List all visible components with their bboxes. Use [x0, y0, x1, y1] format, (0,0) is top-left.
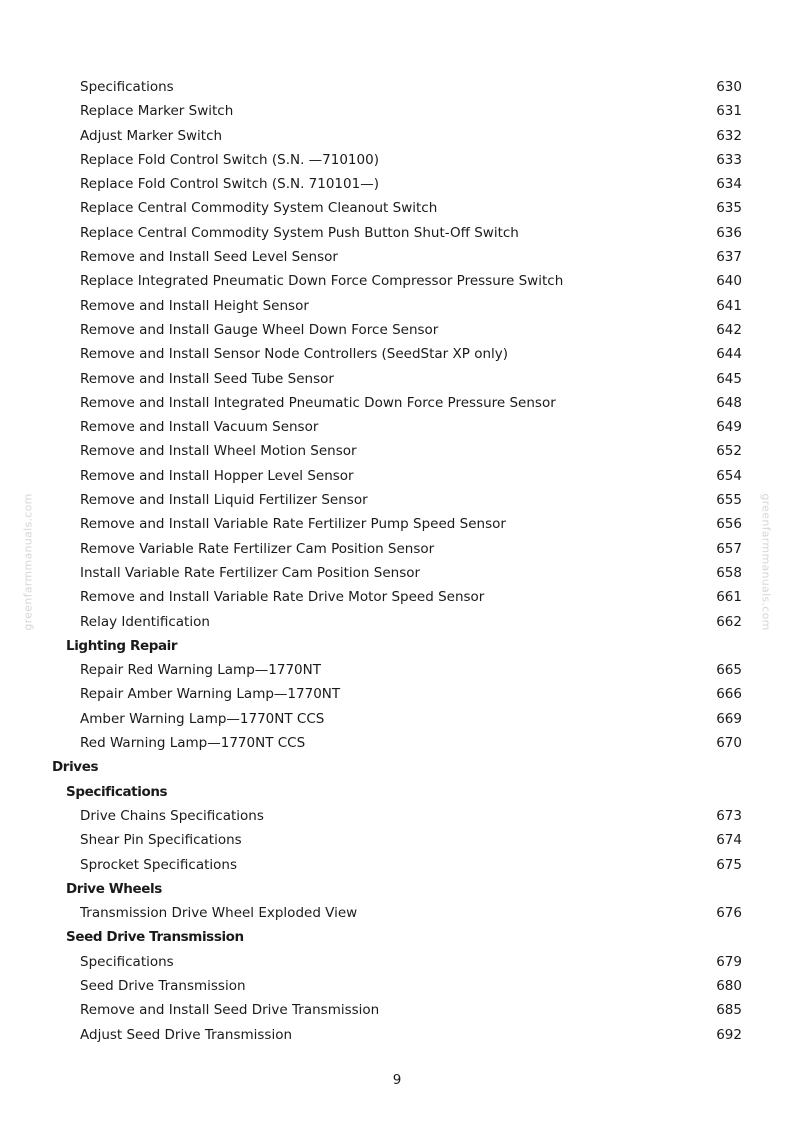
toc-entry[interactable] [0, 464, 794, 488]
toc-entry-page-number: 680 [716, 977, 742, 994]
toc-entry-title: Repair Amber Warning Lamp—1770NT [80, 686, 341, 703]
toc-entry-title: Repair Red Warning Lamp—1770NT [80, 662, 321, 679]
toc-entry[interactable] [0, 294, 794, 318]
toc-entry-title: Replace Marker Switch [80, 103, 234, 120]
toc-entry-page-number: 645 [716, 370, 742, 387]
toc-entry[interactable] [0, 391, 794, 415]
toc-entry[interactable] [0, 950, 794, 974]
toc-entry-title: Remove and Install Integrated Pneumatic Down Force Pressure Sensor [80, 394, 556, 411]
watermark-right: greenfarmmanuals.com [759, 493, 773, 631]
toc-entry-page-number: 674 [716, 832, 742, 849]
toc-entry-title: Remove and Install Wheel Motion Sensor [80, 443, 357, 460]
toc-entry-page-number: 633 [716, 151, 742, 168]
toc-entry-title: Remove and Install Liquid Fertilizer Sensor [80, 492, 368, 509]
toc-entry-page-number: 666 [716, 686, 742, 703]
toc-entry[interactable] [0, 512, 794, 536]
toc-entry-title: Install Variable Rate Fertilizer Cam Position Sensor [80, 564, 421, 581]
toc-entry-title: Replace Integrated Pneumatic Down Force Compressor Pressure Switch [80, 273, 564, 290]
toc-entry-page-number: 644 [716, 346, 742, 363]
toc-entry[interactable] [0, 1023, 794, 1047]
toc-entry-page-number: 657 [716, 540, 742, 557]
toc-entry-title: Relay Identification [80, 613, 210, 630]
toc-entry[interactable] [0, 415, 794, 439]
toc-entry[interactable] [0, 682, 794, 706]
toc-entry-title: Remove Variable Rate Fertilizer Cam Position Sensor [80, 540, 435, 557]
toc-entry[interactable] [0, 367, 794, 391]
toc-entry-title: Drive Wheels [66, 880, 162, 897]
watermark-left: greenfarmmanuals.com [21, 493, 35, 631]
toc-entry[interactable] [0, 998, 794, 1022]
toc-section-heading [0, 634, 794, 658]
toc-entry[interactable] [0, 610, 794, 634]
toc-entry-page-number: 670 [716, 735, 742, 752]
toc-entry[interactable] [0, 707, 794, 731]
toc-entry-page-number: 648 [716, 394, 742, 411]
toc-entry-page-number: 669 [716, 710, 742, 727]
toc-entry-title: Transmission Drive Wheel Exploded View [80, 905, 358, 922]
toc-entry-page-number: 673 [716, 807, 742, 824]
toc-entry-page-number: 642 [716, 321, 742, 338]
toc-entry[interactable] [0, 124, 794, 148]
toc-entry-title: Remove and Install Vacuum Sensor [80, 419, 319, 436]
toc-entry-title: Shear Pin Specifications [80, 832, 242, 849]
toc-entry-title: Seed Drive Transmission [66, 929, 244, 946]
toc-entry-title: Replace Fold Control Switch (S.N. —710100) [80, 151, 379, 168]
toc-entry-page-number: 655 [716, 492, 742, 509]
toc-entry[interactable] [0, 148, 794, 172]
toc-entry-page-number: 640 [716, 273, 742, 290]
toc-entry[interactable] [0, 658, 794, 682]
toc-entry-title: Adjust Marker Switch [80, 127, 223, 144]
toc-entry-title: Specifications [80, 79, 174, 95]
toc-entry[interactable] [0, 974, 794, 998]
toc-section-heading [0, 780, 794, 804]
toc-entry[interactable] [0, 245, 794, 269]
toc-entry-title: Remove and Install Variable Rate Drive Motor Speed Sensor [80, 589, 485, 606]
toc-section-heading [0, 877, 794, 901]
toc-entry-title: Remove and Install Hopper Level Sensor [80, 467, 354, 484]
toc-entry[interactable] [0, 537, 794, 561]
toc-entry-title: Remove and Install Seed Tube Sensor [80, 370, 334, 387]
toc-entry-page-number: 685 [716, 1002, 742, 1019]
toc-entry[interactable] [0, 853, 794, 877]
toc-entry-page-number: 692 [716, 1026, 742, 1043]
toc-entry[interactable] [0, 269, 794, 293]
toc-entry-page-number: 634 [716, 176, 742, 193]
toc-chapter-heading [0, 755, 794, 779]
toc-entry[interactable] [0, 99, 794, 123]
toc-entry-page-number: 637 [716, 249, 742, 266]
toc-entry[interactable] [0, 901, 794, 925]
toc-entry[interactable] [0, 828, 794, 852]
toc-entry[interactable] [0, 439, 794, 463]
toc-entry[interactable] [0, 196, 794, 220]
toc-entry-page-number: 662 [716, 613, 742, 630]
toc-entry-title: Replace Fold Control Switch (S.N. 710101—) [80, 176, 379, 193]
toc-entry-page-number: 636 [716, 224, 742, 241]
toc-entry[interactable] [0, 731, 794, 755]
toc-entry-title: Drive Chains Specifications [80, 807, 264, 824]
toc-entry-page-number: 658 [716, 564, 742, 581]
toc-entry[interactable] [0, 172, 794, 196]
toc-entry-page-number: 641 [716, 297, 742, 314]
toc-entry-page-number: 635 [716, 200, 742, 217]
table-of-contents [0, 75, 794, 1047]
toc-entry-title: Remove and Install Height Sensor [80, 297, 309, 314]
toc-entry-title: Seed Drive Transmission [80, 977, 246, 994]
toc-entry-page-number: 656 [716, 516, 742, 533]
toc-entry-title: Sprocket Specifications [80, 856, 238, 873]
toc-entry[interactable] [0, 585, 794, 609]
toc-entry[interactable] [0, 804, 794, 828]
toc-entry-page-number: 665 [716, 662, 742, 679]
toc-entry-title: Amber Warning Lamp—1770NT CCS [80, 710, 325, 727]
toc-entry-page-number: 630 [716, 79, 742, 95]
toc-entry[interactable] [0, 318, 794, 342]
toc-entry-title: Remove and Install Sensor Node Controllers (SeedStar XP only) [80, 346, 509, 363]
toc-entry-title: Replace Central Commodity System Cleanout Switch [80, 200, 438, 217]
toc-entry-title: Remove and Install Variable Rate Fertilizer Pump Speed Sensor [80, 516, 506, 533]
toc-entry-page-number: 679 [716, 953, 742, 970]
toc-entry[interactable] [0, 342, 794, 366]
toc-entry-page-number: 676 [716, 905, 742, 922]
toc-entry-title: Remove and Install Seed Level Sensor [80, 249, 338, 266]
toc-entry-title: Lighting Repair [66, 637, 178, 654]
toc-entry-page-number: 652 [716, 443, 742, 460]
toc-entry-page-number: 654 [716, 467, 742, 484]
toc-entry-title: Specifications [66, 783, 168, 800]
toc-entry-title: Adjust Seed Drive Transmission [80, 1026, 293, 1043]
toc-entry-page-number: 631 [716, 103, 742, 120]
toc-entry-page-number: 632 [716, 127, 742, 144]
toc-entry-title: Drives [52, 759, 99, 776]
toc-entry-title: Replace Central Commodity System Push Button Shut-Off Switch [80, 224, 519, 241]
toc-entry[interactable] [0, 561, 794, 585]
page-number: 9 [392, 1072, 402, 1088]
toc-entry-page-number: 649 [716, 419, 742, 436]
toc-entry-title: Red Warning Lamp—1770NT CCS [80, 735, 306, 752]
toc-entry-title: Specifications [80, 953, 174, 970]
toc-entry-page-number: 661 [716, 589, 742, 606]
toc-entry[interactable] [0, 75, 794, 99]
toc-entry-title: Remove and Install Gauge Wheel Down Force Sensor [80, 321, 439, 338]
toc-entry[interactable] [0, 488, 794, 512]
toc-entry-title: Remove and Install Seed Drive Transmission [80, 1002, 380, 1019]
toc-entry[interactable] [0, 221, 794, 245]
toc-entry-page-number: 675 [716, 856, 742, 873]
toc-section-heading [0, 925, 794, 949]
